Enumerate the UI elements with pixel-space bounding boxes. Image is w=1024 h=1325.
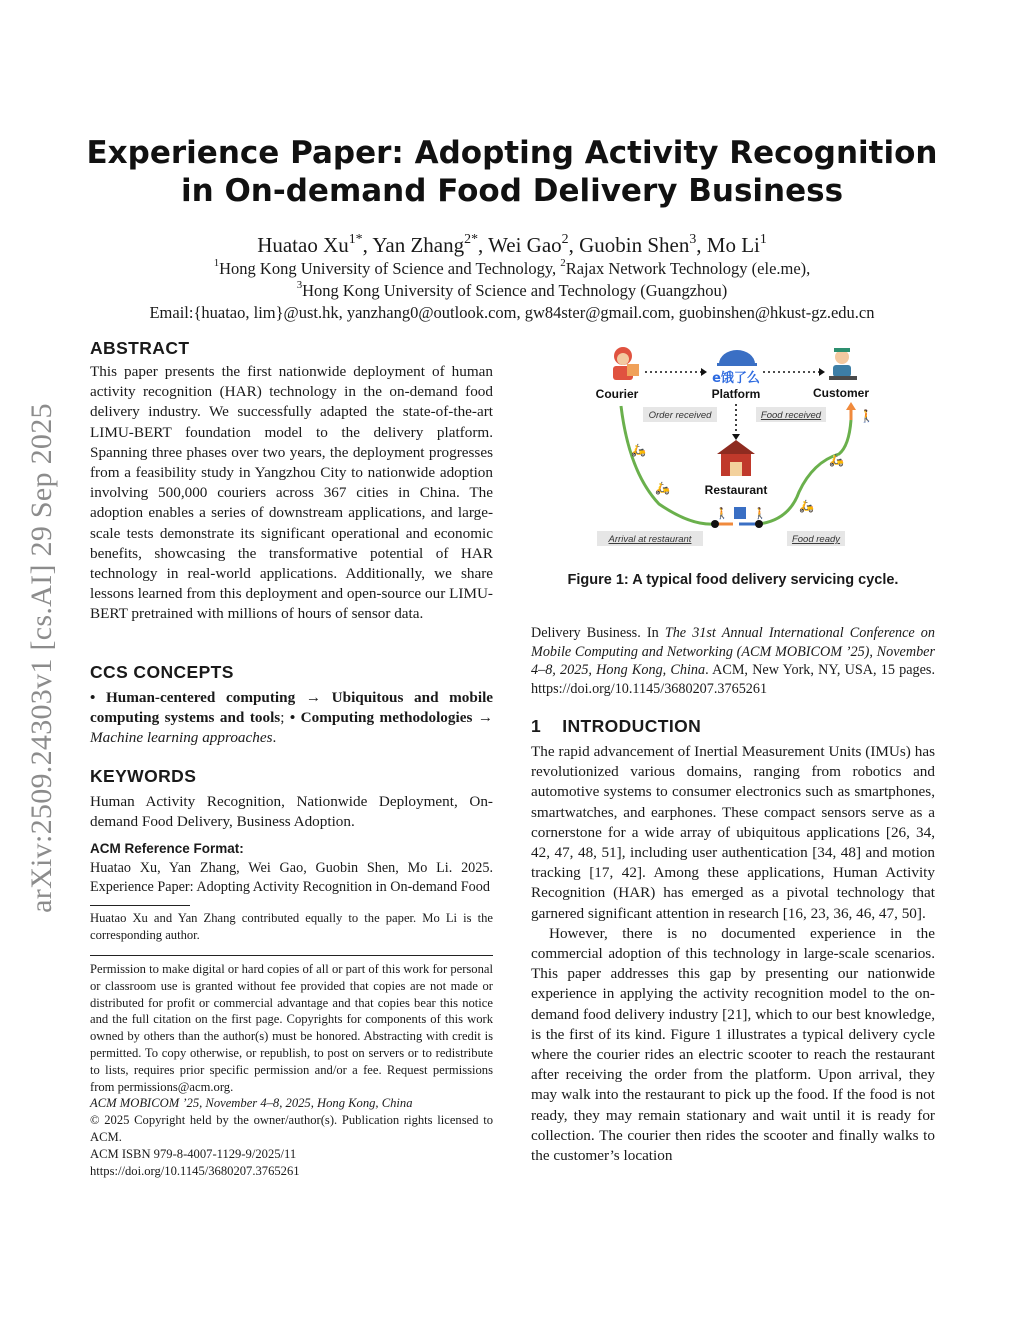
- affiliation-2: Rajax Network Technology (ele.me),: [565, 259, 811, 278]
- intro-paragraph: The rapid advancement of Inertial Measurement Units (IMUs) has revolutionized various domains, ranging from robotics and automotive systems to consumer electronics such as smartphones, smartwatches, and earphones. These compact sensors serve as a cornerstone for a wide array of ubiquitous applications [26, 34, 42, 47, 48, 51], including user authentication [34, 48] and motion tracking [17, 42]. Among these applications, Human Activity Recognition (HAR) has emerged as a pivotal technology that garnered significant attention in research [16, 23, 36, 46, 47, 50].: [531, 743, 935, 922]
- author-emails: Email:{huatao, lim}@ust.hk, yanzhang0@outlook.com, gw84ster@gmail.com, guobinshen@hkust-gz.edu.cn: [149, 303, 875, 322]
- affil-mark: 1: [213, 257, 220, 270]
- conference-line: ACM MOBICOM ’25, November 4–8, 2025, Hong Kong, China: [90, 1096, 413, 1111]
- courier-label: Courier: [595, 387, 639, 401]
- delivery-cycle-figure: [593, 342, 879, 552]
- route-to-restaurant: [621, 406, 715, 524]
- section-number: 1: [531, 716, 542, 736]
- footnote-rule: [90, 905, 190, 906]
- intro-paragraph: However, there is no documented experience in the commercial adoption of this technology in large-scale scenarios. This paper addresses this gap by presenting our nationwide experience in applying the activity recognition model to the on-demand food delivery industry [21], which to our best knowledge, is the first of its kind. Figure 1 illustrates a typical delivery cycle where the courier rides an electric scooter to reach the restaurant after receiving the order from the platform. Upon arrival, they may walk into the restaurant to pick up the food. If the food is not ready, they may remain stationary and wait until it is ready for collection. The courier then rides the scooter and finally walks to the customer’s location: [531, 924, 935, 1165]
- equal-contribution-note: Huatao Xu and Yan Zhang contributed equally to the paper. Mo Li is the corresponding author.: [90, 911, 493, 942]
- scooter-icon: 🛵: [631, 443, 646, 457]
- waiting-icon: [734, 507, 746, 519]
- arrow-head: [732, 434, 740, 440]
- author-name: Mo Li: [706, 233, 760, 257]
- arrival-label: Arrival at restaurant: [608, 534, 692, 545]
- figure-caption: Figure 1: A typical food delivery servicing cycle.: [567, 572, 899, 588]
- order-received-label: Order received: [648, 410, 712, 421]
- separator: ;: [280, 709, 285, 727]
- author-affil-mark: 1*: [348, 230, 363, 246]
- arxiv-watermark: arXiv:2509.24303v1 [cs.AI] 29 Sep 2025: [25, 403, 58, 913]
- food-ready-point: [755, 520, 763, 528]
- ccs-concept: Machine learning approaches: [90, 729, 273, 747]
- acm-ref-text: Huatao Xu, Yan Zhang, Wei Gao, Guobin Shen, Mo Li. 2025. Experience Paper: Adopting Activity Recognition in On-demand Food: [90, 859, 493, 895]
- walker-icon: 🚶: [715, 508, 729, 520]
- scooter-icon: 🛵: [829, 453, 844, 467]
- author-name: Huatao Xu: [257, 233, 349, 257]
- platform-logo-icon: [712, 350, 760, 386]
- restaurant-icon: [717, 440, 755, 476]
- bullet: •: [289, 709, 296, 727]
- permission-rule: [90, 955, 493, 956]
- ccs-heading: CCS CONCEPTS: [90, 662, 234, 682]
- food-received-label: Food received: [760, 410, 822, 421]
- doi-link[interactable]: https://doi.org/10.1145/3680207.3765261: [90, 1163, 300, 1178]
- customer-icon: [829, 348, 857, 380]
- scooter-icon: 🛵: [655, 481, 670, 495]
- author-affil-mark: 2: [561, 230, 569, 246]
- author-name: Guobin Shen: [579, 233, 690, 257]
- author-name: Yan Zhang: [372, 233, 465, 257]
- isbn-text: ACM ISBN 979-8-4007-1129-9/2025/11: [90, 1146, 297, 1161]
- period: .: [272, 729, 277, 747]
- affiliation-1: Hong Kong University of Science and Technology,: [219, 259, 561, 278]
- permission-block: [90, 961, 493, 1179]
- acm-reference-continued: [531, 624, 935, 698]
- affiliation-3: Hong Kong University of Science and Technology (Guangzhou): [302, 281, 728, 300]
- author-affil-mark: 2*: [464, 230, 478, 246]
- acm-ref-heading: ACM Reference Format:: [90, 841, 244, 856]
- restaurant-label: Restaurant: [704, 483, 768, 497]
- permission-text: Permission to make digital or hard copies of all or part of this work for personal or classroom use is granted without fee provided that copies are not made or distributed for profit or commercial advantage and that copies bear this notice and the full citation on the first page. Copyrights for components of this work owned by others than the author(s) must be honored. Abstracting with credit is permitted. To copy otherwise, or republish, to post on servers or to redistribute to lists, requires prior specific permission and/or a fee. Request permissions from permissions@acm.org.: [90, 962, 493, 1094]
- arrow-head: [701, 368, 707, 376]
- intro-heading: [531, 716, 701, 737]
- acm-ref-cont: . ACM, New York, NY, USA, 15 pages. https://doi.org/10.1145/3680207.3765261: [531, 662, 935, 697]
- section-title: INTRODUCTION: [562, 716, 702, 736]
- author-affil-mark: 3: [689, 230, 697, 246]
- platform-label: Platform: [711, 387, 761, 401]
- abstract-text: This paper presents the first nationwide deployment of human activity recognition (HAR) technology in the on-demand food delivery industry. We successfully adapted the state-of-the-art LIMU-BERT foundation model to the delivery platform. Spanning three phases over two years, the deployment progresses from a feasibility study in Yangzhou City to nationwide adoption involving 500,000 couriers across 367 cities in China. The adoption enables a series of downstream applications, and large-scale tests demonstrate its significant operational and economic benefits, showcasing the transformative potential of HAR technology in real-world applications. Additionally, we share lessons learned from this deployment and open-source our LIMU-BERT pretrained with millions of hours of sensor data.: [90, 363, 493, 623]
- author-name: Wei Gao: [488, 233, 562, 257]
- keywords-text: Human Activity Recognition, Nationwide Deployment, On-demand Food Delivery, Business Adoption.: [90, 793, 493, 831]
- food-ready-label: Food ready: [791, 534, 841, 545]
- affil-mark: 2: [560, 257, 566, 270]
- abstract-heading: ABSTRACT: [90, 338, 190, 358]
- walker-icon: 🚶: [753, 508, 767, 520]
- arrow-glyph: →: [305, 689, 322, 706]
- keywords-heading: KEYWORDS: [90, 766, 197, 786]
- ccs-concept: Ubiquitous and mobile computing systems and tools: [90, 689, 494, 727]
- courier-icon: [613, 347, 639, 380]
- walker-icon: 🚶: [859, 409, 874, 423]
- scooter-icon: 🛵: [799, 499, 814, 513]
- ccs-concept: Computing methodologies: [300, 709, 473, 727]
- platform-logo-text: e饿了么: [712, 371, 760, 386]
- affiliations: [80, 258, 944, 302]
- affil-mark: 3: [296, 279, 303, 292]
- paper-title: Experience Paper: Adopting Activity Recognition in On-demand Food Delivery Business: [86, 135, 938, 209]
- author-affil-mark: 1: [759, 230, 767, 246]
- bullet: •: [90, 689, 96, 706]
- arrow-head: [819, 368, 825, 376]
- author-list: Huatao $Xu^{1*}$, Yan Zhang$^{2*}$, Wei Gao$^2$, Guobin Shen$^3$, Mo Li$^1$: [257, 230, 767, 257]
- ccs-concept: Human-centered computing: [105, 689, 296, 706]
- ccs-concepts: [90, 688, 493, 749]
- acm-reference: [90, 840, 493, 896]
- acm-ref-venue: The 31st Annual International Conference on Mobile Computing and Networking (ACM MOBICOM ’25), November 4–8, 2025, Hong Kong, China: [531, 625, 935, 679]
- copyright-text: © 2025 Copyright held by the owner/author(s). Publication rights licensed to ACM.: [90, 1113, 493, 1144]
- arrow-head: [846, 402, 856, 410]
- arrival-point: [711, 520, 719, 528]
- arrow-glyph: →: [477, 709, 493, 727]
- customer-label: Customer: [812, 386, 870, 400]
- acm-ref-cont: Delivery Business. In: [531, 625, 665, 641]
- intro-body: [531, 742, 935, 1166]
